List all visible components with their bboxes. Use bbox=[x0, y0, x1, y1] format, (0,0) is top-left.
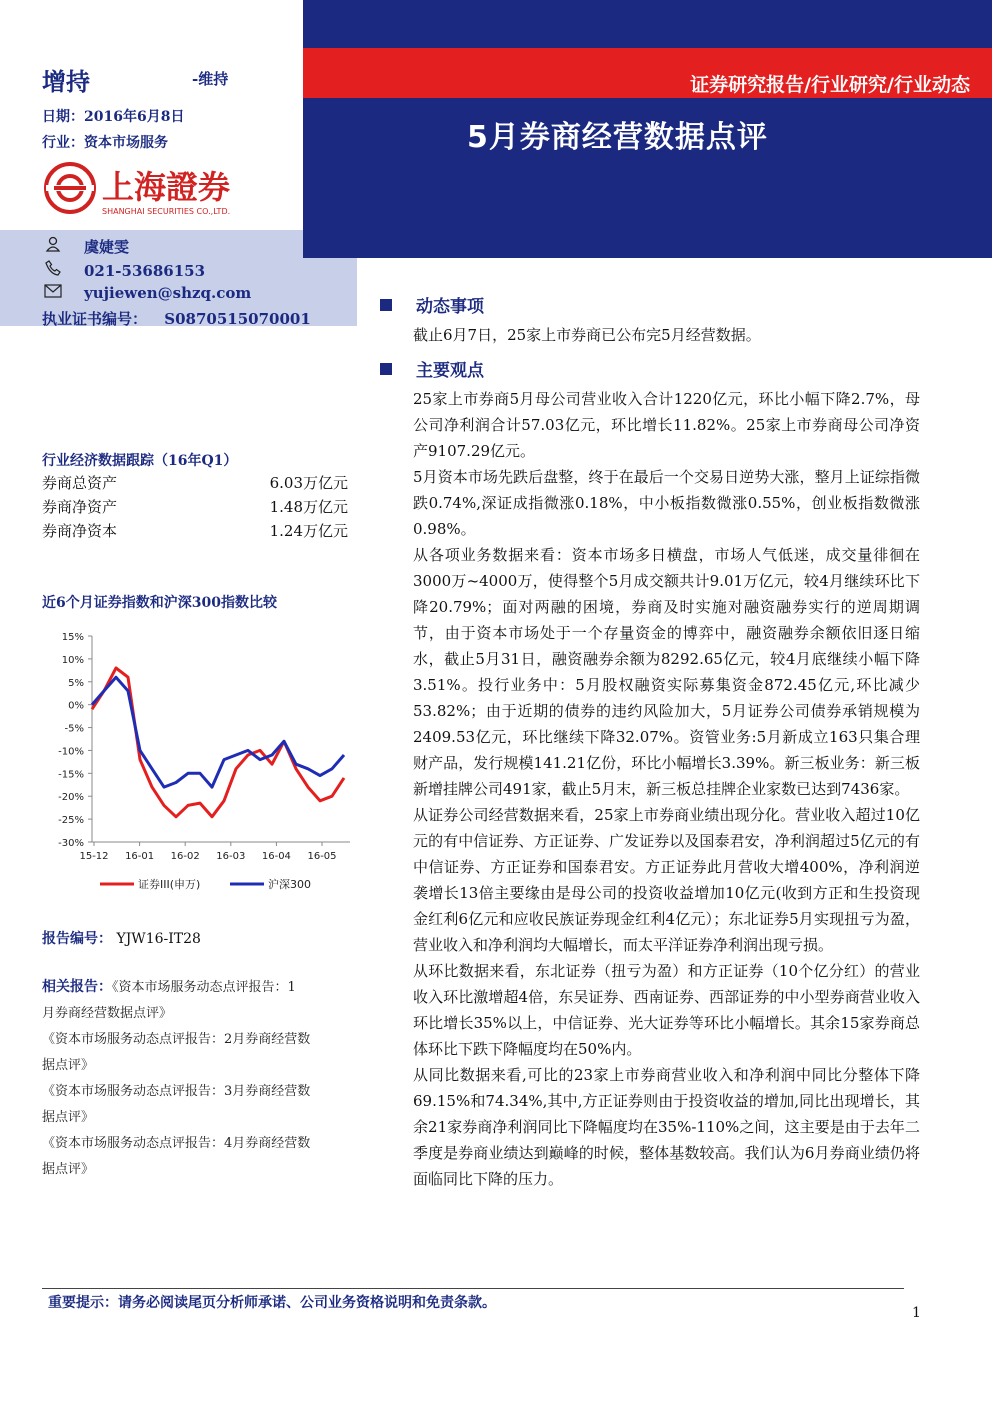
bullet-square-icon bbox=[380, 363, 392, 375]
rating: 增持 bbox=[42, 67, 90, 96]
analyst-phone-row bbox=[44, 260, 205, 280]
related-line[interactable]: 《资本市场服务动态点评报告：3月券商经营数 bbox=[42, 1084, 311, 1099]
industry-data-heading: 行业经济数据跟踪（16年Q1） bbox=[42, 453, 238, 469]
main-body bbox=[413, 386, 920, 1192]
cert-label: 执业证书编号： bbox=[42, 310, 148, 328]
y-tick-label: 15% bbox=[61, 632, 84, 643]
chart-heading: 近6个月证券指数和沪深300指数比较 bbox=[42, 595, 277, 611]
series-line-2 bbox=[92, 677, 344, 787]
y-tick-label: 10% bbox=[61, 654, 84, 666]
analyst-name: 虞婕雯 bbox=[84, 238, 130, 256]
related-line[interactable]: 《资本市场服务动态点评报告：4月券商经营数 bbox=[42, 1136, 311, 1151]
company-logo bbox=[42, 160, 270, 218]
report-type: 证券研究报告/行业研究/行业动态 bbox=[690, 74, 970, 96]
report-title: 5月券商经营数据点评 bbox=[467, 120, 768, 155]
industry-row-label: 券商总资产 bbox=[42, 474, 118, 492]
industry-row-label: 券商净资本 bbox=[42, 522, 118, 540]
x-tick-label: 16-04 bbox=[261, 851, 291, 862]
y-tick-label: -10% bbox=[58, 746, 84, 758]
logo-en: SHANGHAI SECURITIES CO.,LTD. bbox=[102, 207, 231, 216]
bullet-square-icon bbox=[380, 299, 392, 311]
index-comparison-chart bbox=[42, 622, 354, 904]
y-tick-label: -15% bbox=[58, 769, 84, 781]
analyst-email-row bbox=[44, 284, 251, 302]
header-band-top bbox=[303, 0, 992, 48]
phone-icon bbox=[44, 260, 62, 280]
report-number-row bbox=[42, 928, 201, 948]
report-date: 日期：2016年6月8日 bbox=[42, 109, 185, 125]
industry-row bbox=[42, 496, 348, 517]
y-tick-label: 5% bbox=[68, 677, 84, 689]
analyst-email[interactable]: yujiewen@shzq.com bbox=[84, 284, 252, 302]
paragraph: 从证券公司经营数据来看，25家上市券商业绩出现分化。营业收入超过10亿元的有中信证券、方正证券、广发证券以及国泰君安，净利润超过5亿元的有中信证券、方正证券和国泰君安。方正证券此月营收大增400%，净利润逆袭增长13倍主要缘由是母公司的投资收益增加10亿元(收到方正和生投资现金红利6亿元和应收民族证券现金红利4亿元）；东北证券5月实现扭亏为盈，营业收入和净利润均大幅增长，而太平洋证券净利润出现亏损。 bbox=[413, 806, 920, 954]
x-tick-label: 16-03 bbox=[216, 851, 246, 862]
report-industry: 行业：资本市场服务 bbox=[42, 135, 168, 151]
report-number: YJW16-IT28 bbox=[116, 931, 201, 947]
report-number-label: 报告编号： bbox=[42, 931, 112, 947]
x-tick-label: 16-01 bbox=[125, 851, 155, 862]
series-line-1 bbox=[92, 668, 344, 817]
y-tick-label: -30% bbox=[58, 838, 84, 849]
left-header bbox=[0, 0, 303, 258]
page-number: 1 bbox=[912, 1305, 921, 1321]
paragraph: 5月资本市场先跌后盘整，终于在最后一个交易日逆势大涨，整月上证综指微跌0.74%,深证成指微涨0.18%，中小板指数微涨0.55%，创业板指数微涨0.98%。 bbox=[413, 468, 920, 538]
footer-divider bbox=[42, 1288, 904, 1289]
person-icon bbox=[44, 236, 62, 256]
y-tick-label: -25% bbox=[58, 815, 84, 827]
y-tick-label: -5% bbox=[64, 723, 84, 735]
paragraph: 从各项业务数据来看：资本市场多日横盘，市场人气低迷，成交量徘徊在3000万~4000万，使得整个5月成交额共计9.01万亿元，较4月继续环比下降20.79%；面对两融的困境，券商及时实施对融资融券实行的逆周期调节，由于资本市场处于一个存量资金的博弈中，融资融券余额依旧逐日缩水，截止5月31日，融资融券余额为8292.65亿元，较4月底继续小幅下降3.51%。投行业务中：5月股权融资实际募集资金872.45亿元,环比减少53.82%；由于近期的债券的违约风险加大，5月证券公司债券承销规模为2409.53亿元，环比继续下降32.07%。资管业务:5月新成立163只集合理财产品，发行规模141.21亿份，环比小幅增长3.39%。新三板业务：新三板新增挂牌公司491家，截止5月末，新三板总挂牌企业家数已达到7436家。 bbox=[413, 546, 920, 798]
legend-label: 沪深300 bbox=[268, 878, 311, 891]
industry-row-label: 券商净资产 bbox=[42, 498, 118, 516]
related-line[interactable]: 据点评》 bbox=[42, 1110, 95, 1125]
industry-row-value: 1.24万亿元 bbox=[269, 522, 348, 540]
related-line[interactable]: 《资本市场服务动态点评报告：1 bbox=[112, 980, 296, 995]
footer-note: 重要提示：请务必阅读尾页分析师承诺、公司业务资格说明和免责条款。 bbox=[48, 1295, 496, 1311]
related-reports bbox=[42, 974, 352, 1183]
x-tick-label: 16-05 bbox=[307, 851, 337, 862]
legend-label: 证券III(申万) bbox=[138, 878, 201, 891]
industry-row bbox=[42, 520, 348, 541]
industry-row-value: 6.03万亿元 bbox=[269, 474, 348, 492]
cert-number: S0870515070001 bbox=[164, 310, 311, 328]
industry-row bbox=[42, 472, 348, 493]
cert-row bbox=[42, 308, 311, 329]
section-heading-events: 动态事项 bbox=[380, 292, 484, 317]
analyst-phone: 021-53686153 bbox=[84, 262, 206, 280]
paragraph: 25家上市券商5月母公司营业收入合计1220亿元，环比小幅下降2.7%，母公司净利润合计57.03亿元，环比增长11.82%。25家上市券商母公司净资产9107.29亿元。 bbox=[413, 390, 920, 460]
event-text: 截止6月7日，25家上市券商已公布完5月经营数据。 bbox=[413, 326, 761, 344]
related-line[interactable]: 据点评》 bbox=[42, 1162, 95, 1177]
y-tick-label: -20% bbox=[58, 792, 84, 804]
paragraph: 从环比数据来看，东北证券（扭亏为盈）和方正证券（10个亿分红）的营业收入环比激增超4倍，东吴证券、西南证券、西部证券的中小型券商营业收入环比增长35%以上，中信证券、光大证券等环比小幅增长。其余15家券商总体环比下跌下降幅度均在50%内。 bbox=[413, 962, 920, 1058]
analyst-name-row bbox=[44, 236, 129, 257]
related-line[interactable]: 月券商经营数据点评》 bbox=[42, 1006, 173, 1021]
x-tick-label: 16-02 bbox=[170, 851, 200, 862]
industry-row-value: 1.48万亿元 bbox=[269, 498, 348, 516]
related-label: 相关报告： bbox=[42, 979, 112, 995]
paragraph: 从同比数据来看,可比的23家上市券商营业收入和净利润中同比分整体下降69.15%和74.34%,其中,方正证券则由于投资收益的增加,同比出现增长，其余21家券商净利润同比下降幅度均在35%-110%之间，这主要是由于去年二季度是券商业绩达到巅峰的时候，整体基数较高。我们认为6月券商业绩仍将面临同比下降的压力。 bbox=[413, 1066, 920, 1188]
y-tick-label: 0% bbox=[68, 700, 84, 712]
related-line[interactable]: 据点评》 bbox=[42, 1058, 95, 1073]
section-heading-views: 主要观点 bbox=[380, 356, 484, 381]
mail-icon bbox=[44, 284, 62, 302]
rating-sub: -维持 bbox=[192, 70, 229, 88]
related-line[interactable]: 《资本市场服务动态点评报告：2月券商经营数 bbox=[42, 1032, 311, 1047]
logo-text: 上海證券 bbox=[102, 168, 231, 206]
x-tick-label: 15-12 bbox=[79, 851, 109, 862]
